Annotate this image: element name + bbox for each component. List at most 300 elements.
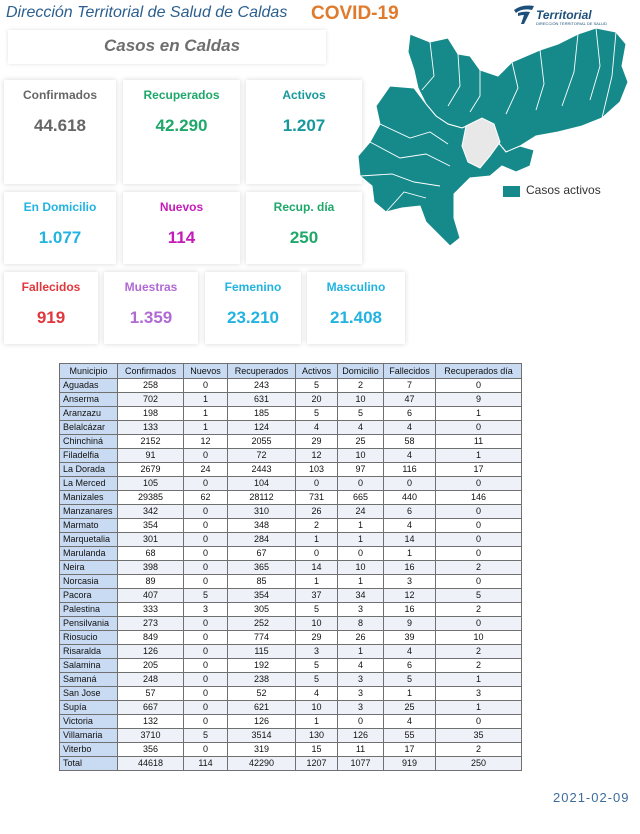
report-date: 2021-02-09 [553,790,630,805]
table-cell: 6 [384,407,436,421]
table-cell: 1 [436,407,522,421]
table-cell: 5 [184,589,228,603]
table-cell: 26 [296,505,338,519]
logo-swoosh-icon [512,4,536,26]
table-cell: 0 [436,617,522,631]
table-cell: 1207 [296,757,338,771]
municipios-table [59,363,522,771]
covid-label: COVID-19 [311,3,399,24]
table-cell: 5 [296,407,338,421]
table-cell: 39 [384,631,436,645]
table-cell: 5 [296,379,338,393]
table-cell: 0 [436,519,522,533]
card-femenino [205,272,301,344]
table-cell: 115 [228,645,296,659]
table-cell: 1 [184,393,228,407]
table-cell: 0 [184,743,228,757]
table-cell: 310 [228,505,296,519]
table-cell: 631 [228,393,296,407]
card-value: 21.408 [330,308,382,327]
municipio-cell: Victoria [60,715,118,729]
table-cell: 25 [338,435,384,449]
table-cell: 58 [384,435,436,449]
table-cell: 3 [184,603,228,617]
table-cell: 20 [296,393,338,407]
table-row [60,757,522,771]
table-cell: 258 [118,379,184,393]
table-cell: 0 [296,547,338,561]
table-cell: 0 [184,533,228,547]
table-row [60,617,522,631]
table-cell: 91 [118,449,184,463]
table-cell: 29 [296,631,338,645]
card-nuevos [123,192,240,264]
card-value: 114 [167,228,196,247]
table-cell: 0 [436,575,522,589]
table-header-cell: Confirmados [118,364,184,379]
table-row [60,561,522,575]
table-cell: 365 [228,561,296,575]
table-header-cell: Activos [296,364,338,379]
table-cell: 146 [436,491,522,505]
table-cell: 2 [436,603,522,617]
table-cell: 11 [338,743,384,757]
table-cell: 0 [184,645,228,659]
table-row [60,463,522,477]
table-cell: 17 [436,463,522,477]
table-cell: 250 [436,757,522,771]
table-row [60,393,522,407]
municipio-cell: Riosucio [60,631,118,645]
table-cell: 11 [436,435,522,449]
table-cell: 0 [338,477,384,491]
table-row [60,547,522,561]
table-cell: 1 [296,715,338,729]
table-cell: 0 [338,547,384,561]
table-cell: 6 [384,659,436,673]
table-cell: 17 [384,743,436,757]
table-row [60,631,522,645]
table-header-cell: Recuperados día [436,364,522,379]
table-cell: 2 [296,519,338,533]
card-value: 919 [36,308,66,327]
table-cell: 333 [118,603,184,617]
table-cell: 10 [338,561,384,575]
table-cell: 0 [184,715,228,729]
table-cell: 105 [118,477,184,491]
table-cell: 9 [436,393,522,407]
table-cell: 1 [184,421,228,435]
table-cell: 4 [296,421,338,435]
card-value: 250 [289,228,319,247]
table-row [60,505,522,519]
report-title: Dirección Territorial de Salud de Caldas [6,4,288,21]
table-cell: 354 [118,519,184,533]
municipio-cell: Total [60,757,118,771]
page-subtitle: Casos en Caldas [104,36,241,55]
card-value: 23.210 [227,308,279,327]
municipio-cell: La Merced [60,477,118,491]
table-cell: 1 [436,449,522,463]
municipio-cell: Chinchiná [60,435,118,449]
table-cell: 15 [296,743,338,757]
table-cell: 0 [184,617,228,631]
table-row [60,519,522,533]
table-cell: 3 [436,687,522,701]
table-cell: 301 [118,533,184,547]
table-row [60,421,522,435]
table-cell: 0 [436,477,522,491]
table-cell: 62 [184,491,228,505]
table-cell: 0 [184,575,228,589]
card-value: 42.290 [155,116,208,135]
card-label: Femenino [224,280,282,294]
card-label: Activos [282,88,326,102]
table-cell: 28112 [228,491,296,505]
table-cell: 1 [296,575,338,589]
table-cell: 26 [338,631,384,645]
table-cell: 3 [338,603,384,617]
table-header-cell: Recuperados [228,364,296,379]
table-header-cell: Nuevos [184,364,228,379]
territorial-logo [512,4,612,28]
table-cell: 2152 [118,435,184,449]
municipio-cell: Supía [60,701,118,715]
logo-subtext: DIRECCIÓN TERRITORIAL DE SALUD [536,21,607,26]
table-cell: 621 [228,701,296,715]
table-cell: 12 [384,589,436,603]
table-cell: 97 [338,463,384,477]
card-label: Masculino [326,280,386,294]
municipio-cell: Samaná [60,673,118,687]
table-cell: 103 [296,463,338,477]
table-row [60,589,522,603]
table-cell: 10 [296,701,338,715]
card-value: 1.077 [38,228,82,247]
table-cell: 185 [228,407,296,421]
table-cell: 205 [118,659,184,673]
table-cell: 0 [184,561,228,575]
table-cell: 440 [384,491,436,505]
table-cell: 3 [296,645,338,659]
table-row [60,533,522,547]
table-cell: 68 [118,547,184,561]
municipio-cell: Aranzazu [60,407,118,421]
table-cell: 319 [228,743,296,757]
table-cell: 4 [384,449,436,463]
municipios-table-wrap [59,363,521,771]
municipio-cell: Belalcázar [60,421,118,435]
table-cell: 1 [338,575,384,589]
table-cell: 2 [436,561,522,575]
municipio-cell: Manzanares [60,505,118,519]
table-cell: 133 [118,421,184,435]
table-cell: 10 [338,449,384,463]
table-cell: 16 [384,561,436,575]
table-cell: 1 [338,533,384,547]
table-cell: 2679 [118,463,184,477]
table-cell: 0 [184,701,228,715]
table-cell: 192 [228,659,296,673]
table-cell: 89 [118,575,184,589]
card-en-domicilio [4,192,116,264]
table-cell: 667 [118,701,184,715]
table-cell: 24 [338,505,384,519]
municipio-cell: Neira [60,561,118,575]
table-row [60,435,522,449]
table-row [60,575,522,589]
municipio-cell: Salamina [60,659,118,673]
table-cell: 10 [338,393,384,407]
table-cell: 0 [184,673,228,687]
card-value: 1.207 [282,116,326,135]
table-cell: 14 [296,561,338,575]
table-cell: 0 [184,687,228,701]
table-row [60,491,522,505]
legend-label: Casos activos [526,183,601,197]
table-cell: 44618 [118,757,184,771]
table-cell: 0 [436,421,522,435]
table-row [60,743,522,757]
table-cell: 1077 [338,757,384,771]
municipio-cell: Manizales [60,491,118,505]
table-cell: 0 [436,505,522,519]
table-cell: 0 [184,449,228,463]
table-cell: 37 [296,589,338,603]
table-cell: 1 [436,701,522,715]
table-cell: 12 [184,435,228,449]
table-cell: 398 [118,561,184,575]
table-header-cell: Domicilio [338,364,384,379]
municipio-cell: Risaralda [60,645,118,659]
table-cell: 0 [436,715,522,729]
table-cell: 0 [436,547,522,561]
table-cell: 0 [184,631,228,645]
table-cell: 0 [338,715,384,729]
table-cell: 2 [436,659,522,673]
table-cell: 5 [296,603,338,617]
table-cell: 407 [118,589,184,603]
table-cell: 702 [118,393,184,407]
card-recuperados [123,80,240,184]
table-cell: 2055 [228,435,296,449]
table-row [60,603,522,617]
card-masculino [307,272,405,344]
table-cell: 2 [338,379,384,393]
card-value: 44.618 [34,116,86,135]
table-cell: 29 [296,435,338,449]
table-cell: 1 [338,519,384,533]
card-label: Nuevos [159,200,204,214]
table-cell: 6 [384,505,436,519]
municipio-cell: Villamaria [60,729,118,743]
card-confirmados [4,80,116,184]
table-cell: 126 [228,715,296,729]
table-cell: 55 [384,729,436,743]
table-cell: 10 [296,617,338,631]
municipio-cell: Viterbo [60,743,118,757]
table-row [60,715,522,729]
table-row [60,477,522,491]
table-cell: 126 [338,729,384,743]
table-cell: 849 [118,631,184,645]
card-fallecidos [4,272,98,344]
table-cell: 238 [228,673,296,687]
municipio-cell: Aguadas [60,379,118,393]
table-cell: 34 [338,589,384,603]
table-cell: 10 [436,631,522,645]
table-cell: 4 [338,421,384,435]
table-cell: 731 [296,491,338,505]
municipio-cell: Marulanda [60,547,118,561]
table-cell: 348 [228,519,296,533]
table-cell: 3 [338,673,384,687]
table-cell: 342 [118,505,184,519]
table-row [60,379,522,393]
table-cell: 104 [228,477,296,491]
table-row [60,407,522,421]
table-cell: 252 [228,617,296,631]
table-cell: 7 [384,379,436,393]
table-cell: 0 [184,505,228,519]
table-row [60,449,522,463]
table-cell: 3 [338,687,384,701]
table-cell: 665 [338,491,384,505]
table-row [60,645,522,659]
table-row [60,701,522,715]
table-cell: 12 [296,449,338,463]
table-cell: 243 [228,379,296,393]
table-cell: 8 [338,617,384,631]
municipio-cell: Palestina [60,603,118,617]
card-label: Muestras [124,280,178,294]
table-cell: 1 [384,547,436,561]
table-cell: 85 [228,575,296,589]
table-row [60,659,522,673]
table-cell: 0 [384,477,436,491]
table-cell: 67 [228,547,296,561]
table-cell: 198 [118,407,184,421]
table-cell: 114 [184,757,228,771]
table-cell: 1 [184,407,228,421]
subtitle-box [8,30,326,64]
table-header-cell: Fallecidos [384,364,436,379]
municipio-cell: La Dorada [60,463,118,477]
municipio-cell: Anserma [60,393,118,407]
table-cell: 356 [118,743,184,757]
table-cell: 4 [296,687,338,701]
table-cell: 25 [384,701,436,715]
table-row [60,729,522,743]
municipio-cell: Norcasia [60,575,118,589]
table-cell: 919 [384,757,436,771]
municipio-cell: Pensilvania [60,617,118,631]
card-label: Fallecidos [21,280,81,294]
municipio-cell: Marmato [60,519,118,533]
card-value: 1.359 [129,308,173,327]
table-cell: 0 [436,379,522,393]
table-cell: 0 [436,533,522,547]
table-cell: 14 [384,533,436,547]
table-cell: 24 [184,463,228,477]
table-cell: 124 [228,421,296,435]
municipio-cell: Pacora [60,589,118,603]
table-cell: 3 [384,575,436,589]
table-cell: 5 [436,589,522,603]
card-muestras [104,272,198,344]
logo-text: Territorial [536,8,592,22]
table-cell: 0 [184,477,228,491]
table-cell: 3514 [228,729,296,743]
table-cell: 72 [228,449,296,463]
municipio-cell: Marquetalia [60,533,118,547]
table-cell: 5 [338,407,384,421]
table-cell: 52 [228,687,296,701]
legend-swatch [503,186,520,197]
table-cell: 774 [228,631,296,645]
caldas-map [330,26,635,251]
table-cell: 273 [118,617,184,631]
table-cell: 248 [118,673,184,687]
table-cell: 29385 [118,491,184,505]
table-cell: 2 [436,743,522,757]
table-cell: 0 [184,659,228,673]
table-cell: 42290 [228,757,296,771]
table-cell: 1 [338,645,384,659]
table-cell: 4 [384,421,436,435]
table-cell: 1 [384,687,436,701]
table-cell: 284 [228,533,296,547]
table-cell: 57 [118,687,184,701]
table-cell: 4 [384,645,436,659]
table-cell: 0 [184,547,228,561]
table-cell: 130 [296,729,338,743]
table-cell: 354 [228,589,296,603]
table-cell: 3 [338,701,384,715]
table-cell: 5 [384,673,436,687]
table-cell: 4 [384,519,436,533]
table-cell: 47 [384,393,436,407]
table-cell: 9 [384,617,436,631]
table-cell: 116 [384,463,436,477]
table-cell: 0 [184,379,228,393]
table-cell: 2443 [228,463,296,477]
card-label: Recup. día [273,200,335,214]
table-row [60,687,522,701]
table-header-row [60,364,522,379]
table-cell: 4 [338,659,384,673]
municipio-cell: San Jose [60,687,118,701]
table-cell: 1 [296,533,338,547]
table-cell: 2 [436,645,522,659]
municipio-cell: Filadelfia [60,449,118,463]
table-cell: 1 [436,673,522,687]
table-cell: 5 [296,673,338,687]
table-cell: 132 [118,715,184,729]
table-cell: 3710 [118,729,184,743]
table-cell: 0 [296,477,338,491]
table-cell: 0 [184,519,228,533]
table-cell: 305 [228,603,296,617]
table-cell: 126 [118,645,184,659]
card-label: Recuperados [143,88,220,102]
card-label: En Domicilio [23,200,97,214]
table-cell: 4 [384,715,436,729]
table-row [60,673,522,687]
table-header-cell: Municipio [60,364,118,379]
card-label: Confirmados [22,88,97,102]
table-cell: 16 [384,603,436,617]
